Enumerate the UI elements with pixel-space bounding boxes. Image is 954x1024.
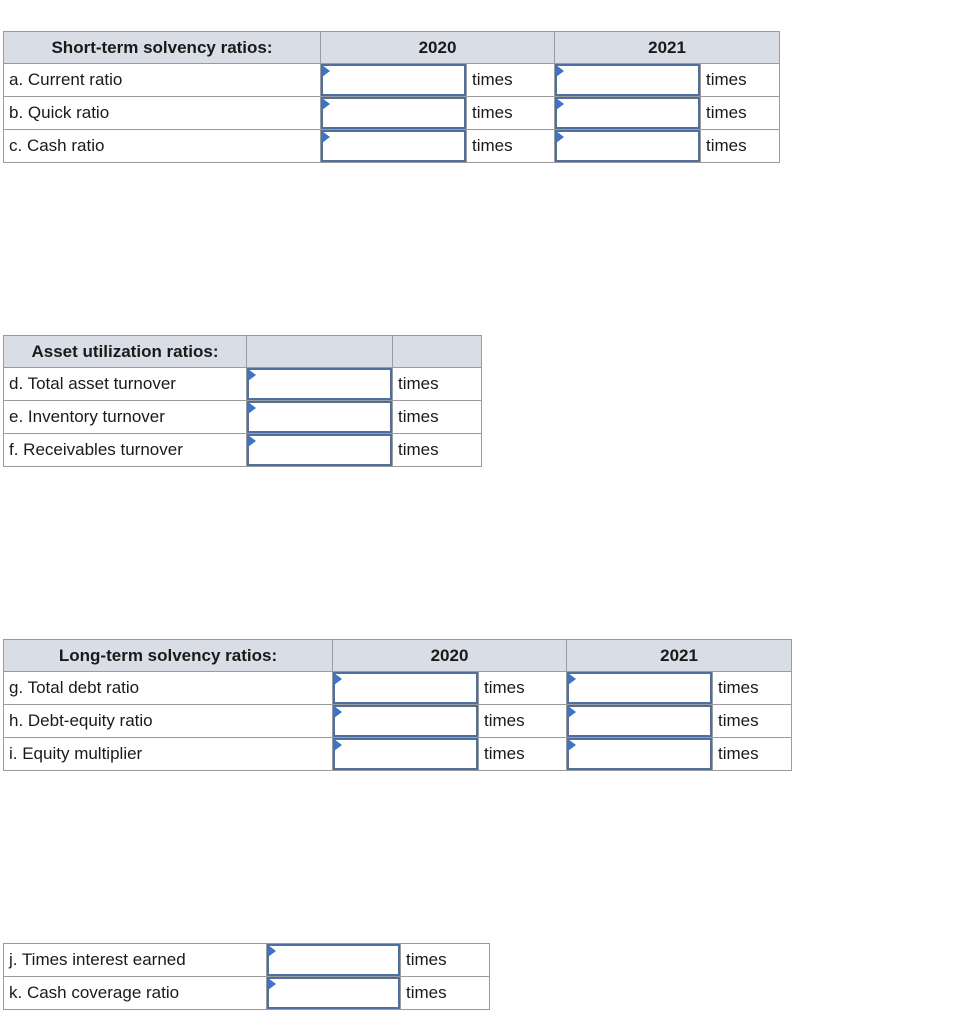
table-row [4, 368, 482, 401]
asset-utilization-table [3, 335, 482, 467]
unit-label: times [393, 434, 482, 467]
coverage-ratios-table [3, 943, 490, 1010]
input-cell [567, 705, 713, 738]
total-asset-turnover-input[interactable] [247, 368, 392, 400]
input-cell [567, 672, 713, 705]
unit-label: times [467, 97, 555, 130]
table-row [4, 977, 490, 1010]
table-row [4, 434, 482, 467]
row-label: b. Quick ratio [4, 97, 321, 130]
section-header: Long-term solvency ratios: [4, 640, 333, 672]
row-label: a. Current ratio [4, 64, 321, 97]
input-cell [321, 64, 467, 97]
input-cell [333, 738, 479, 771]
cash-ratio-2020-input[interactable] [321, 130, 466, 162]
total-debt-ratio-2020-input[interactable] [333, 672, 478, 704]
table-row [4, 672, 792, 705]
table-header-row [4, 32, 780, 64]
unit-label: times [401, 977, 490, 1010]
row-label: g. Total debt ratio [4, 672, 333, 705]
unit-label: times [701, 64, 780, 97]
cash-ratio-2021-input[interactable] [555, 130, 700, 162]
section-header: Asset utilization ratios: [4, 336, 247, 368]
equity-multiplier-2021-input[interactable] [567, 738, 712, 770]
debt-equity-ratio-2021-input[interactable] [567, 705, 712, 737]
empty-header-cell [247, 336, 393, 368]
row-label: d. Total asset turnover [4, 368, 247, 401]
input-cell [247, 401, 393, 434]
short-term-solvency-table [3, 31, 780, 163]
input-cell [333, 672, 479, 705]
unit-label: times [479, 705, 567, 738]
table-header-row [4, 640, 792, 672]
unit-label: times [479, 672, 567, 705]
table-row [4, 705, 792, 738]
row-label: e. Inventory turnover [4, 401, 247, 434]
row-label: f. Receivables turnover [4, 434, 247, 467]
unit-label: times [713, 705, 792, 738]
input-cell [555, 64, 701, 97]
unit-label: times [393, 368, 482, 401]
table-header-row [4, 336, 482, 368]
unit-label: times [479, 738, 567, 771]
table-row [4, 401, 482, 434]
unit-label: times [701, 130, 780, 163]
input-cell [321, 97, 467, 130]
times-interest-earned-input[interactable] [267, 944, 400, 976]
input-cell [555, 130, 701, 163]
row-label: c. Cash ratio [4, 130, 321, 163]
current-ratio-2020-input[interactable] [321, 64, 466, 96]
row-label: i. Equity multiplier [4, 738, 333, 771]
unit-label: times [701, 97, 780, 130]
unit-label: times [713, 738, 792, 771]
section-header: Short-term solvency ratios: [4, 32, 321, 64]
inventory-turnover-input[interactable] [247, 401, 392, 433]
unit-label: times [467, 64, 555, 97]
unit-label: times [467, 130, 555, 163]
table-row [4, 944, 490, 977]
table-row [4, 97, 780, 130]
long-term-solvency-table [3, 639, 792, 771]
empty-header-cell [393, 336, 482, 368]
row-label: j. Times interest earned [4, 944, 267, 977]
year-header-2020: 2020 [321, 32, 555, 64]
unit-label: times [713, 672, 792, 705]
cash-coverage-ratio-input[interactable] [267, 977, 400, 1009]
receivables-turnover-input[interactable] [247, 434, 392, 466]
table-row [4, 130, 780, 163]
quick-ratio-2020-input[interactable] [321, 97, 466, 129]
input-cell [267, 977, 401, 1010]
unit-label: times [401, 944, 490, 977]
input-cell [333, 705, 479, 738]
debt-equity-ratio-2020-input[interactable] [333, 705, 478, 737]
row-label: h. Debt-equity ratio [4, 705, 333, 738]
year-header-2021: 2021 [555, 32, 780, 64]
input-cell [555, 97, 701, 130]
row-label: k. Cash coverage ratio [4, 977, 267, 1010]
year-header-2021: 2021 [567, 640, 792, 672]
input-cell [567, 738, 713, 771]
input-cell [267, 944, 401, 977]
quick-ratio-2021-input[interactable] [555, 97, 700, 129]
input-cell [247, 368, 393, 401]
input-cell [321, 130, 467, 163]
equity-multiplier-2020-input[interactable] [333, 738, 478, 770]
input-cell [247, 434, 393, 467]
total-debt-ratio-2021-input[interactable] [567, 672, 712, 704]
table-row [4, 64, 780, 97]
year-header-2020: 2020 [333, 640, 567, 672]
table-row [4, 738, 792, 771]
current-ratio-2021-input[interactable] [555, 64, 700, 96]
unit-label: times [393, 401, 482, 434]
